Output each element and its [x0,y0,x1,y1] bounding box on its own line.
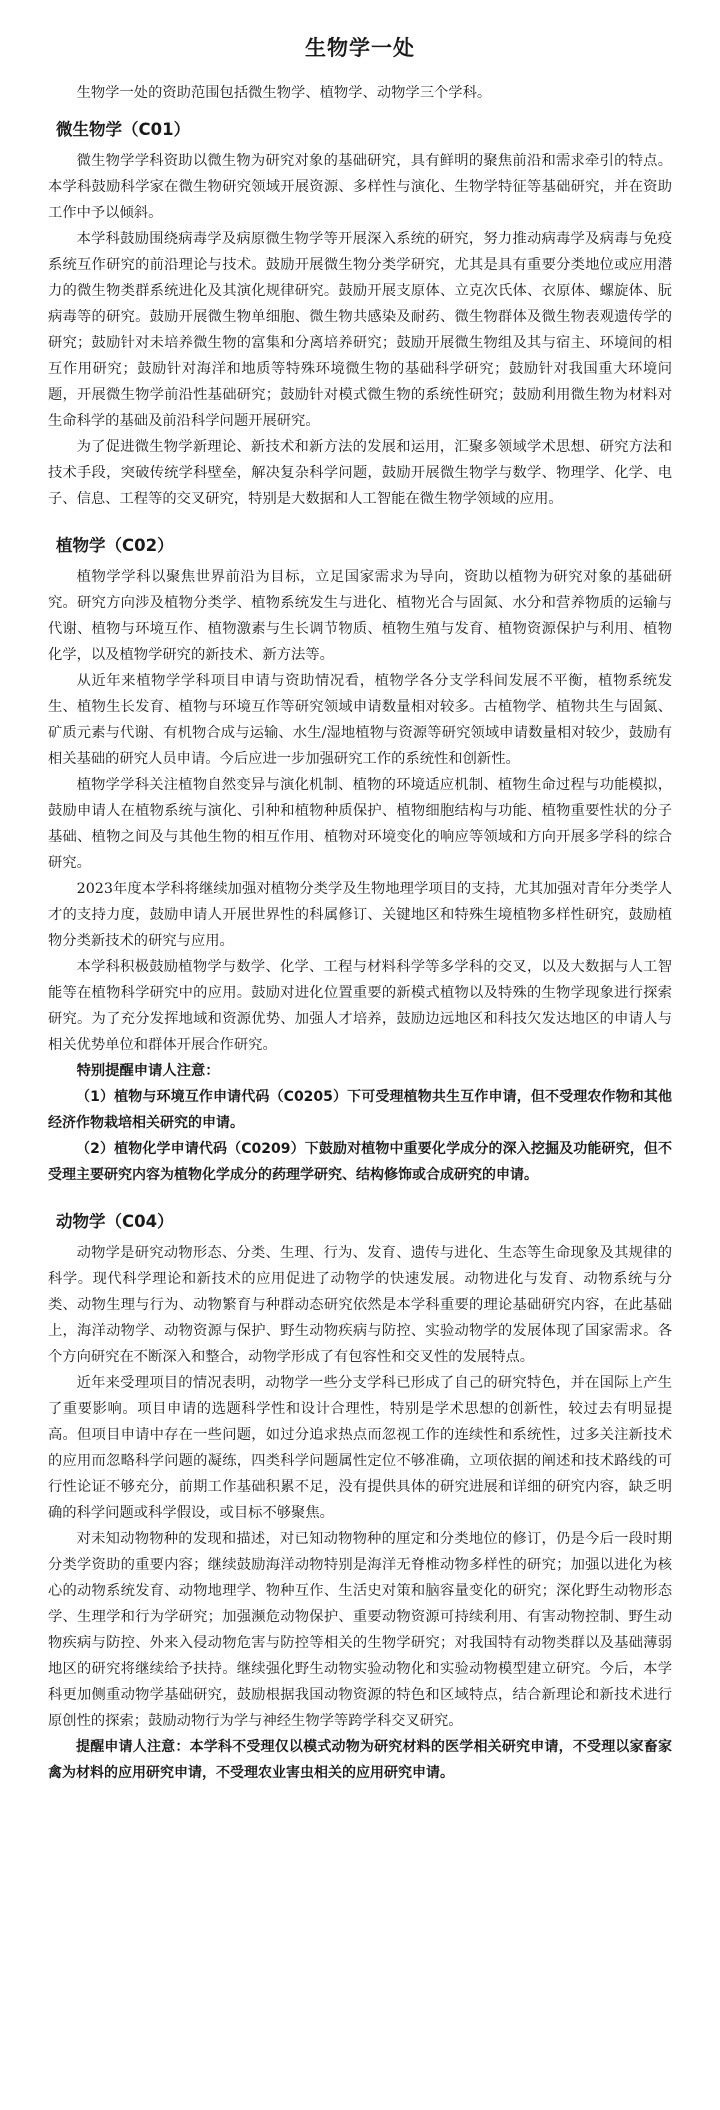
animal-note [48,1734,672,1786]
animal-paragraph-2: 近年来受理项目的情况表明，动物学一些分支学科已形成了自己的研究特色，并在国际上产生了重要影响。项目申请的选题科学性和设计合理性，特别是学术思想的创新性，较过去有明显提高。但项目申请中存在一些问题，如过分追求热点而忽视工作的连续性和系统性，过多关注新技术的应用而忽略科学问题的凝练，四类科学问题属性定位不够准确，立项依据的阐述和技术路线的可行性论证不够充分，前期工作基础积累不足，没有提供具体的研究进展和详细的研究内容，缺乏明确的科学问题或科学假设，或目标不够聚焦。 [48,1375,672,1521]
section-heading-zoology: 动物学（C04） [56,1212,174,1231]
page-title: 生物学一处 [305,36,415,60]
plant-note-1: （1）植物与环境互作申请代码（C0205）下可受理植物共生互作申请，但不受理农作物和其他经济作物栽培相关研究的申请。 [48,1089,672,1131]
animal-note-label: 提醒申请人注意： [76,1739,190,1755]
micro-paragraph-2: 本学科鼓励围绕病毒学及病原微生物学等开展深入系统的研究，努力推动病毒学及病毒与免疫系统互作研究的前沿理论与技术。鼓励开展微生物分类学研究，尤其是具有重要分类地位或应用潜力的微生物类群系统进化及其演化规律研究。鼓励开展支原体、立克次氏体、衣原体、螺旋体、朊病毒等的研究。鼓励开展微生物单细胞、微生物共感染及耐药、微生物群体及微生物表观遗传学的研究；鼓励针对未培养微生物的富集和分离培养研究；鼓励开展微生物组及其与宿主、环境间的相互作用研究；鼓励针对海洋和地质等特殊环境微生物的基础科学研究；鼓励针对我国重大环境问题，开展微生物学前沿性基础研究；鼓励针对模式微生物的系统性研究；鼓励利用微生物为材料对生命科学的基础及前沿科学问题开展研究。 [48,231,672,429]
section-heading-botany: 植物学（C02） [56,536,174,555]
micro-paragraph-1: 微生物学学科资助以微生物为研究对象的基础研究，具有鲜明的聚焦前沿和需求牵引的特点。本学科鼓励科学家在微生物研究领域开展资源、多样性与演化、生物学特征等基础研究，并在资助工作中予以倾斜。 [48,153,672,221]
plant-paragraph-4: 2023年度本学科将继续加强对植物分类学及生物地理学项目的支持，尤其加强对青年分类学人才的支持力度，鼓励申请人开展世界性的科属修订、关键地区和特殊生境植物多样性研究，鼓励植物分类新技术的研究与应用。 [48,881,672,949]
animal-note-text: 本学科不受理仅以模式动物为研究材料的医学相关研究申请，不受理以家畜家禽为材料的应用研究申请，不受理农业害虫相关的应用研究申请。 [48,1739,672,1781]
plant-note-label: 特别提醒申请人注意： [76,1063,220,1079]
plant-paragraph-5: 本学科积极鼓励植物学与数学、化学、工程与材料科学等多学科的交叉，以及大数据与人工智能等在植物科学研究中的应用。鼓励对进化位置重要的新模式植物以及特殊的生物学现象进行探索研究。为了充分发挥地域和资源优势、加强人才培养，鼓励边远地区和科技欠发达地区的申请人与相关优势单位和群体开展合作研究。 [48,959,672,1053]
animal-paragraph-3: 对未知动物物种的发现和描述，对已知动物物种的厘定和分类地位的修订，仍是今后一段时期分类学资助的重要内容；继续鼓励海洋动物特别是海洋无脊椎动物多样性的研究；加强以进化为核心的动物系统发育、动物地理学、物种互作、生活史对策和脑容量变化的研究；深化野生动物形态学、生理学和行为学研究；加强濒危动物保护、重要动物资源可持续利用、有害动物控制、野生动物疾病与防控、外来入侵动物危害与防控等相关的生物学研究；对我国特有动物类群以及基础薄弱地区的研究将继续给予扶持。继续强化野生动物实验动物化和实验动物模型建立研究。今后，本学科更加侧重动物学基础研究，鼓励根据我国动物资源的特色和区域特点，结合新理论和新技术进行原创性的探索；鼓励动物行为学与神经生物学等跨学科交叉研究。 [48,1531,672,1729]
animal-paragraph-1: 动物学是研究动物形态、分类、生理、行为、发育、遗传与进化、生态等生命现象及其规律的科学。现代科学理论和新技术的应用促进了动物学的快速发展。动物进化与发育、动物系统与分类、动物生理与行为、动物繁育与种群动态研究依然是本学科重要的理论基础研究内容，在此基础上，海洋动物学、动物资源与保护、野生动物疾病与防控、实验动物学的发展体现了国家需求。各个方向研究在不断深入和整合，动物学形成了有包容性和交叉性的发展特点。 [48,1245,672,1365]
section-heading-microbiology: 微生物学（C01） [56,120,191,139]
plant-paragraph-2: 从近年来植物学学科项目申请与资助情况看，植物学各分支学科间发展不平衡，植物系统发生、植物生长发育、植物与环境互作等研究领域申请数量相对较多。古植物学、植物共生与固氮、矿质元素与代谢、有机物合成与运输、水生/湿地植物与资源等研究领域申请数量相对较少，鼓励有相关基础的研究人员申请。今后应进一步加强研究工作的系统性和创新性。 [48,673,672,767]
plant-note-2: （2）植物化学申请代码（C0209）下鼓励对植物中重要化学成分的深入挖掘及功能研究，但不受理主要研究内容为植物化学成分的药理学研究、结构修饰或合成研究的申请。 [48,1141,672,1183]
plant-paragraph-1: 植物学学科以聚焦世界前沿为目标，立足国家需求为导向，资助以植物为研究对象的基础研究。研究方向涉及植物分类学、植物系统发生与进化、植物光合与固氮、水分和营养物质的运输与代谢、植物与环境互作、植物激素与生长调节物质、植物生殖与发育、植物资源保护与利用、植物化学，以及植物学研究的新技术、新方法等。 [48,569,672,663]
intro-paragraph: 生物学一处的资助范围包括微生物学、植物学、动物学三个学科。 [76,85,492,101]
micro-paragraph-3: 为了促进微生物学新理论、新技术和新方法的发展和运用，汇聚多领域学术思想、研究方法和技术手段，突破传统学科壁垒，解决复杂科学问题，鼓励开展微生物学与数学、物理学、化学、电子、信息、工程等的交叉研究，特别是大数据和人工智能在微生物学领域的应用。 [48,439,672,507]
plant-paragraph-3: 植物学学科关注植物自然变异与演化机制、植物的环境适应机制、植物生命过程与功能模拟，鼓励申请人在植物系统与演化、引种和植物种质保护、植物细胞结构与功能、植物重要性状的分子基础、植物之间及与其他生物的相互作用、植物对环境变化的响应等领域和方向开展多学科的综合研究。 [48,777,672,871]
